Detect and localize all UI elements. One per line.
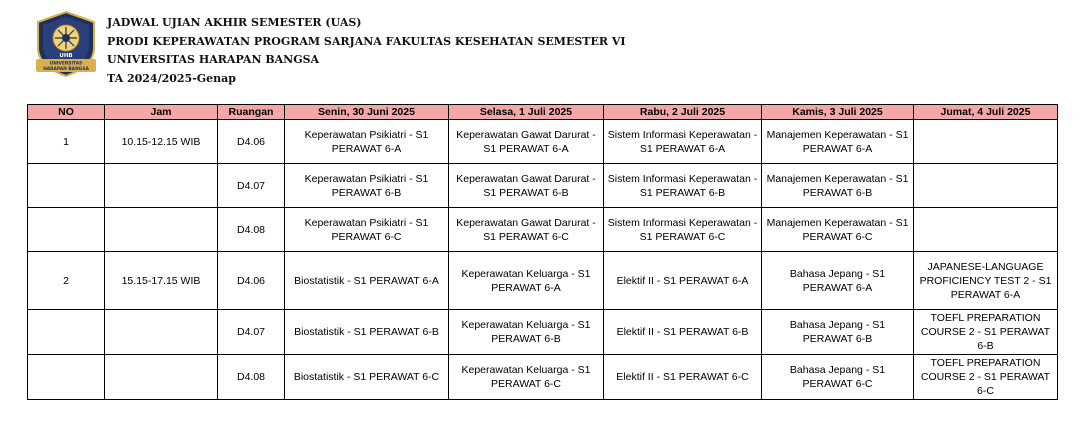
- cell-jam: [105, 208, 218, 252]
- cell-senin: Biostatistik - S1 PERAWAT 6-A: [285, 252, 449, 310]
- logo-text-line1: UNIVERSITAS: [49, 61, 83, 67]
- cell-jumat: [914, 164, 1058, 208]
- cell-rabu: Elektif II - S1 PERAWAT 6-B: [604, 310, 762, 355]
- col-header-senin: Senin, 30 Juni 2025: [285, 105, 449, 120]
- col-header-rabu: Rabu, 2 Juli 2025: [604, 105, 762, 120]
- cell-rabu: Elektif II - S1 PERAWAT 6-A: [604, 252, 762, 310]
- table-row: [28, 310, 1058, 355]
- cell-no: [28, 310, 105, 355]
- col-header-ruangan: Ruangan: [218, 105, 285, 120]
- header-title: JADWAL UJIAN AKHIR SEMESTER (UAS): [107, 16, 362, 29]
- cell-jumat: JAPANESE-LANGUAGE PROFICIENCY TEST 2 - S1 PERAWAT 6-A: [914, 252, 1058, 310]
- cell-kamis: Manajemen Keperawatan - S1 PERAWAT 6-B: [762, 164, 914, 208]
- cell-kamis: Bahasa Jepang - S1 PERAWAT 6-A: [762, 252, 914, 310]
- cell-rabu: Elektif II - S1 PERAWAT 6-C: [604, 355, 762, 400]
- table-row: [28, 120, 1058, 164]
- col-header-jam: Jam: [105, 105, 218, 120]
- cell-rabu: Sistem Informasi Keperawatan - S1 PERAWAT 6-B: [604, 164, 762, 208]
- cell-no: [28, 208, 105, 252]
- table-row: [28, 208, 1058, 252]
- logo-text-abbr: UHB: [59, 53, 73, 59]
- cell-ruangan: D4.06: [218, 252, 285, 310]
- col-header-kamis: Kamis, 3 Juli 2025: [762, 105, 914, 120]
- header-university: UNIVERSITAS HARAPAN BANGSA: [107, 53, 320, 66]
- cell-no: [28, 355, 105, 400]
- cell-jumat: [914, 120, 1058, 164]
- cell-senin: Biostatistik - S1 PERAWAT 6-C: [285, 355, 449, 400]
- header-academic-year: TA 2024/2025-Genap: [107, 71, 236, 85]
- exam-schedule-table: [27, 104, 1058, 400]
- cell-selasa: Keperawatan Keluarga - S1 PERAWAT 6-B: [449, 310, 604, 355]
- cell-kamis: Manajemen Keperawatan - S1 PERAWAT 6-A: [762, 120, 914, 164]
- cell-selasa: Keperawatan Gawat Darurat - S1 PERAWAT 6-C: [449, 208, 604, 252]
- cell-jam: [105, 355, 218, 400]
- cell-senin: Biostatistik - S1 PERAWAT 6-B: [285, 310, 449, 355]
- cell-no: 2: [28, 252, 105, 310]
- cell-jumat: TOEFL PREPARATION COURSE 2 - S1 PERAWAT 6-B: [914, 310, 1058, 355]
- document-header: [107, 14, 626, 88]
- cell-selasa: Keperawatan Gawat Darurat - S1 PERAWAT 6-B: [449, 164, 604, 208]
- cell-rabu: Sistem Informasi Keperawatan - S1 PERAWAT 6-A: [604, 120, 762, 164]
- cell-jumat: TOEFL PREPARATION COURSE 2 - S1 PERAWAT 6-C: [914, 355, 1058, 400]
- cell-ruangan: D4.06: [218, 120, 285, 164]
- table-row: [28, 355, 1058, 400]
- table-row: [28, 252, 1058, 310]
- cell-kamis: Bahasa Jepang - S1 PERAWAT 6-B: [762, 310, 914, 355]
- cell-ruangan: D4.08: [218, 208, 285, 252]
- cell-jam: 15.15-17.15 WIB: [105, 252, 218, 310]
- cell-selasa: Keperawatan Keluarga - S1 PERAWAT 6-A: [449, 252, 604, 310]
- cell-jumat: [914, 208, 1058, 252]
- logo-text-line2: HARAPAN BANGSA: [43, 67, 89, 72]
- col-header-selasa: Selasa, 1 Juli 2025: [449, 105, 604, 120]
- cell-ruangan: D4.08: [218, 355, 285, 400]
- cell-selasa: Keperawatan Gawat Darurat - S1 PERAWAT 6-A: [449, 120, 604, 164]
- cell-jam: 10.15-12.15 WIB: [105, 120, 218, 164]
- table-row: [28, 164, 1058, 208]
- col-header-jumat: Jumat, 4 Juli 2025: [914, 105, 1058, 120]
- university-logo: [34, 10, 98, 78]
- cell-senin: Keperawatan Psikiatri - S1 PERAWAT 6-B: [285, 164, 449, 208]
- cell-senin: Keperawatan Psikiatri - S1 PERAWAT 6-C: [285, 208, 449, 252]
- cell-jam: [105, 310, 218, 355]
- cell-senin: Keperawatan Psikiatri - S1 PERAWAT 6-A: [285, 120, 449, 164]
- cell-jam: [105, 164, 218, 208]
- table-header-row: [28, 105, 1058, 120]
- cell-no: [28, 164, 105, 208]
- cell-selasa: Keperawatan Keluarga - S1 PERAWAT 6-C: [449, 355, 604, 400]
- col-header-no: NO: [28, 105, 105, 120]
- cell-kamis: Manajemen Keperawatan - S1 PERAWAT 6-C: [762, 208, 914, 252]
- cell-ruangan: D4.07: [218, 310, 285, 355]
- header-program: PRODI KEPERAWATAN PROGRAM SARJANA FAKULTAS KESEHATAN SEMESTER VI: [107, 34, 626, 48]
- cell-rabu: Sistem Informasi Keperawatan - S1 PERAWAT 6-C: [604, 208, 762, 252]
- cell-ruangan: D4.07: [218, 164, 285, 208]
- cell-kamis: Bahasa Jepang - S1 PERAWAT 6-C: [762, 355, 914, 400]
- cell-no: 1: [28, 120, 105, 164]
